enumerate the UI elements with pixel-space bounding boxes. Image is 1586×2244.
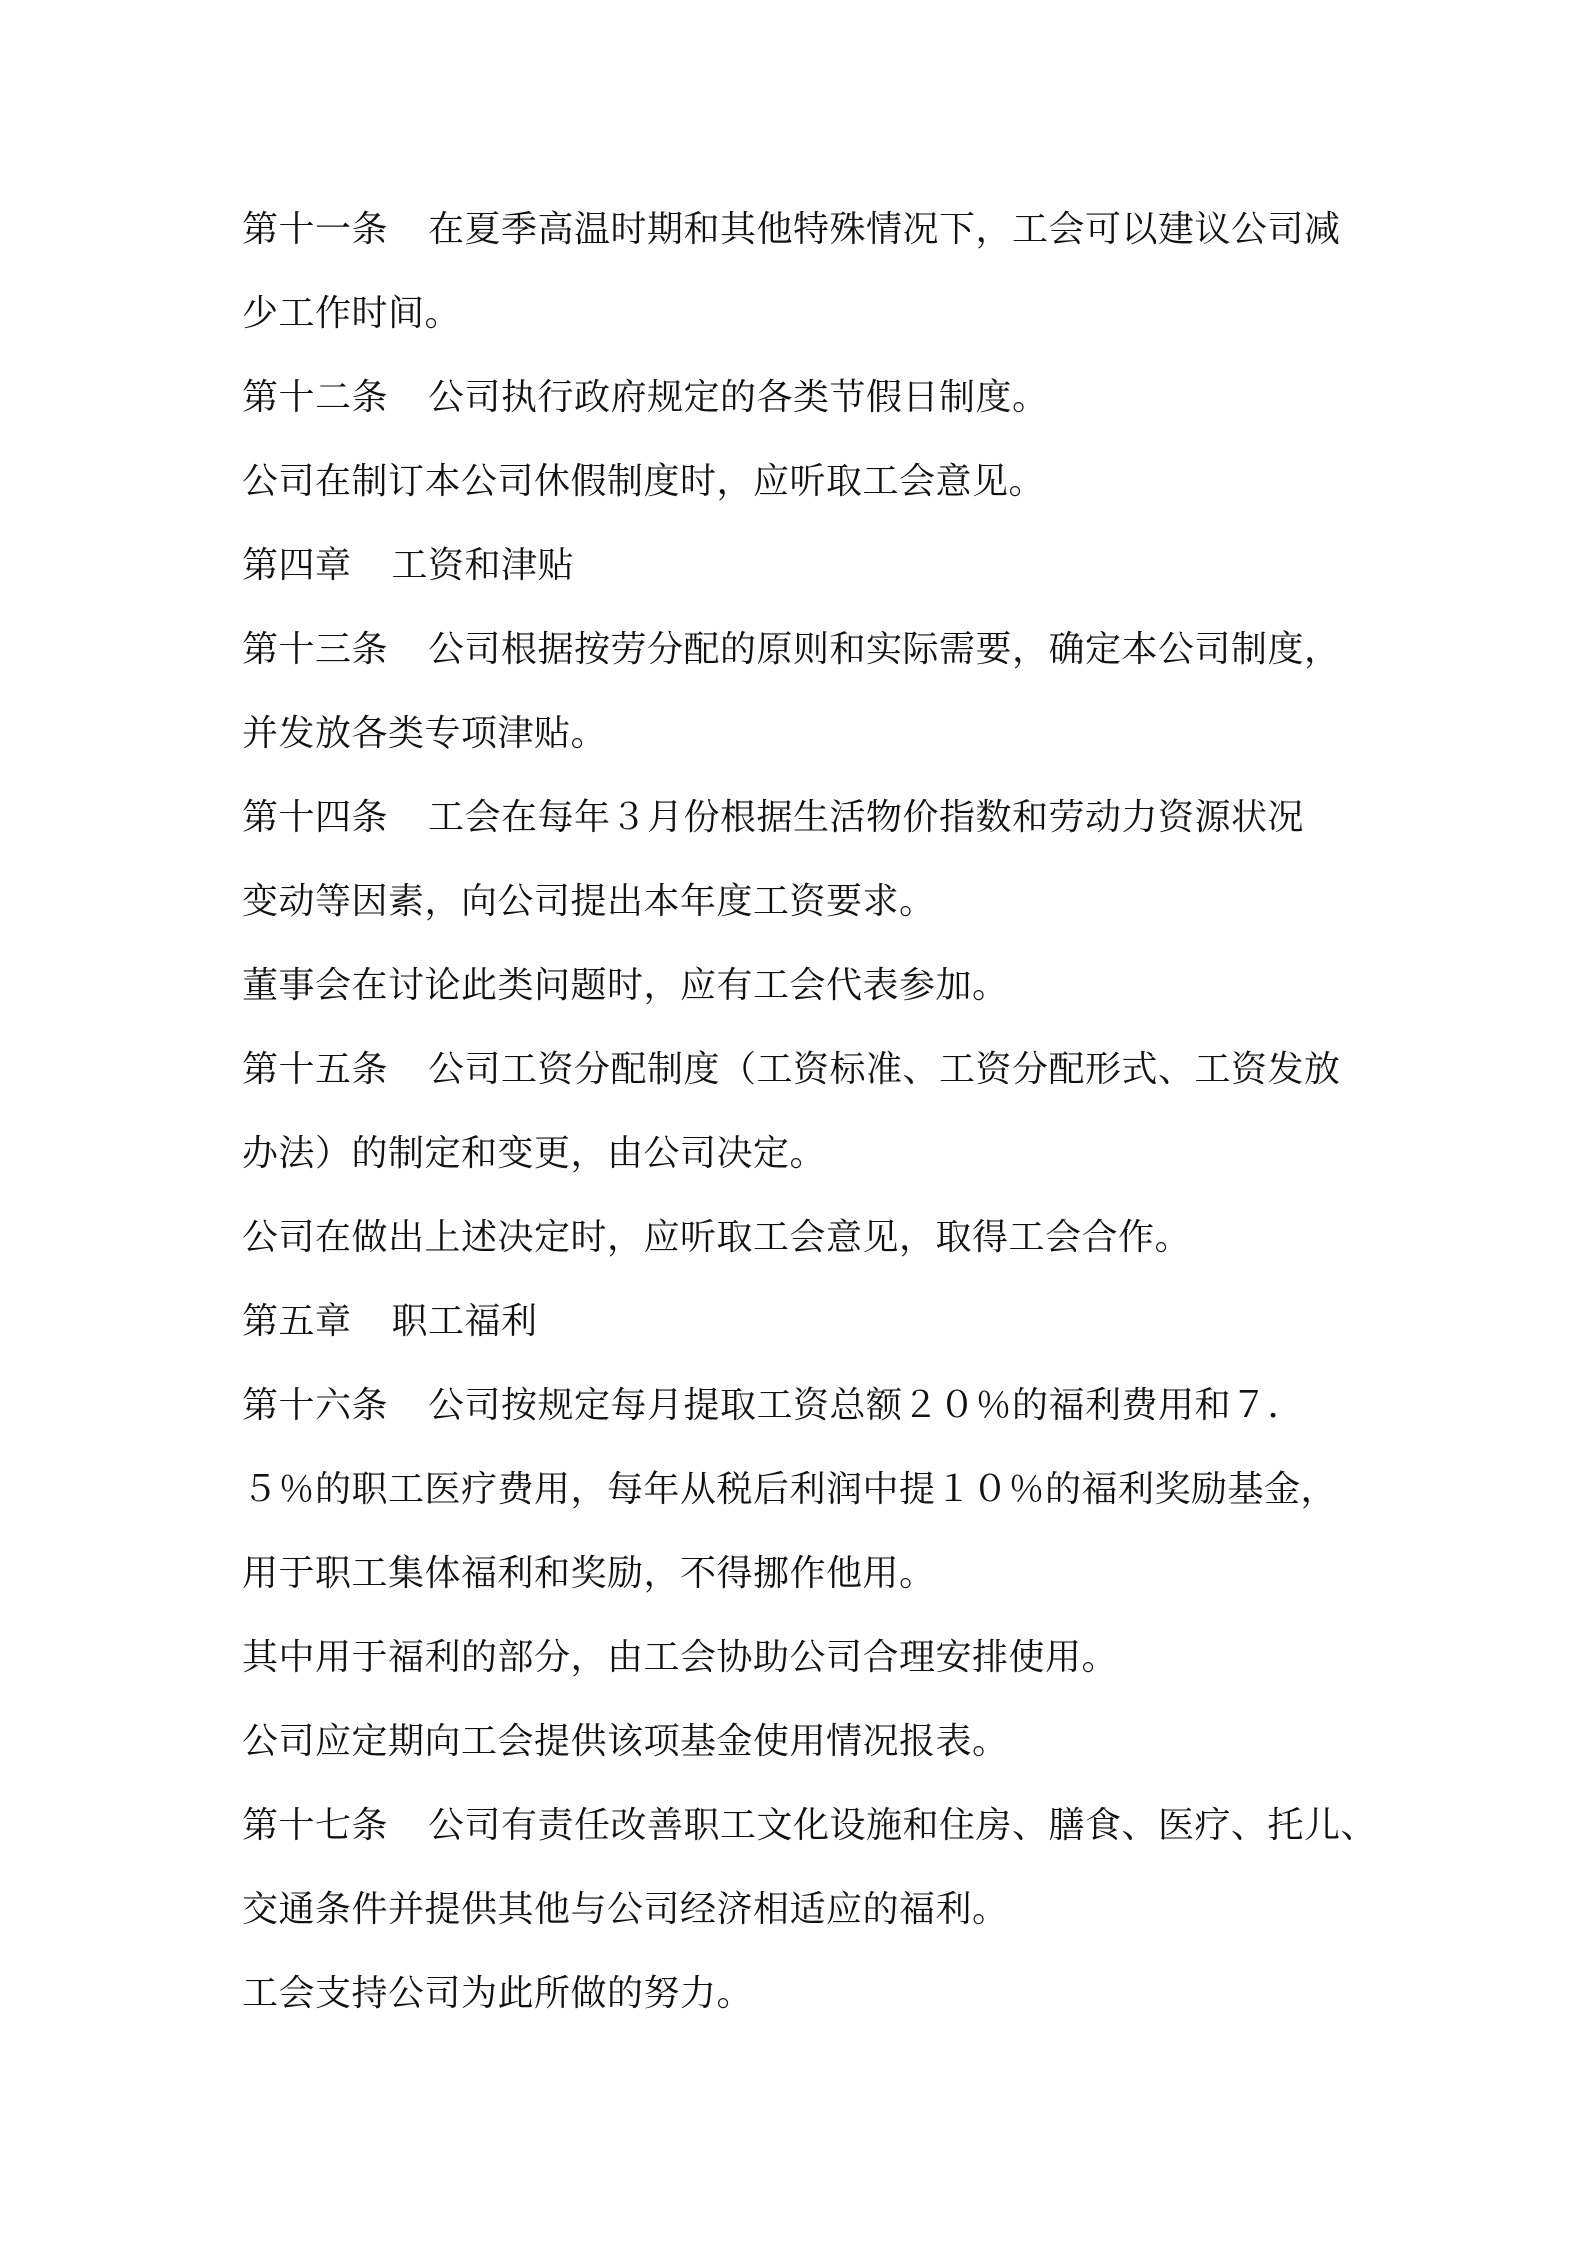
article-15-line-1 (242, 1040, 1372, 1100)
article-text: 公司应定期向工会提供该项基金使用情况报表。 (242, 1721, 1009, 1762)
article-11-line-2 (242, 284, 1372, 344)
article-16-paragraph-2 (242, 1628, 1372, 1688)
article-label: 第十一条 (242, 209, 389, 250)
article-text: 在夏季高温时期和其他特殊情况下，工会可以建议公司减 (428, 209, 1341, 250)
chapter-5-heading (242, 1292, 1372, 1352)
article-12-paragraph (242, 452, 1372, 512)
article-13-line-1 (242, 620, 1372, 680)
article-text: ５％的职工医疗费用，每年从税后利润中提１０％的福利奖励基金， (242, 1469, 1338, 1510)
article-17-paragraph (242, 1964, 1372, 2024)
article-text: 交通条件并提供其他与公司经济相适应的福利。 (242, 1889, 1009, 1930)
chapter-label: 第四章 (242, 545, 352, 586)
article-label: 第十六条 (242, 1385, 389, 1426)
article-text: 并发放各类专项津贴。 (242, 713, 608, 754)
article-text: 用于职工集体福利和奖励，不得挪作他用。 (242, 1553, 936, 1594)
article-text: 办法）的制定和变更，由公司决定。 (242, 1133, 827, 1174)
article-16-line-1 (242, 1376, 1372, 1436)
article-16-line-3 (242, 1544, 1372, 1604)
article-16-line-2 (242, 1460, 1372, 1520)
article-text: 公司执行政府规定的各类节假日制度。 (428, 377, 1049, 418)
article-label: 第十四条 (242, 797, 389, 838)
article-text: 工会在每年３月份根据生活物价指数和劳动力资源状况 (428, 797, 1305, 838)
article-text: 公司工资分配制度（工资标准、工资分配形式、工资发放 (428, 1049, 1341, 1090)
article-text: 公司根据按劳分配的原则和实际需要，确定本公司制度， (428, 629, 1341, 670)
article-text: 公司在做出上述决定时，应听取工会意见，取得工会合作。 (242, 1217, 1192, 1258)
article-label: 第十七条 (242, 1805, 389, 1846)
chapter-title: 职工福利 (391, 1301, 538, 1342)
article-15-paragraph (242, 1208, 1372, 1268)
article-14-line-2 (242, 872, 1372, 932)
article-14-line-1 (242, 788, 1372, 848)
article-label: 第十二条 (242, 377, 389, 418)
article-text: 变动等因素，向公司提出本年度工资要求。 (242, 881, 936, 922)
article-text: 公司在制订本公司休假制度时，应听取工会意见。 (242, 461, 1046, 502)
article-text: 董事会在讨论此类问题时，应有工会代表参加。 (242, 965, 1009, 1006)
article-12-line-1 (242, 368, 1372, 428)
article-text: 工会支持公司为此所做的努力。 (242, 1973, 754, 2014)
article-17-line-2 (242, 1880, 1372, 1940)
article-text: 其中用于福利的部分，由工会协助公司合理安排使用。 (242, 1637, 1119, 1678)
article-11-line-1 (242, 200, 1372, 260)
chapter-label: 第五章 (242, 1301, 352, 1342)
article-14-paragraph (242, 956, 1372, 1016)
article-16-paragraph-3 (242, 1712, 1372, 1772)
article-label: 第十五条 (242, 1049, 389, 1090)
article-label: 第十三条 (242, 629, 389, 670)
article-15-line-2 (242, 1124, 1372, 1184)
chapter-4-heading (242, 536, 1372, 596)
article-13-line-2 (242, 704, 1372, 764)
article-text: 公司有责任改善职工文化设施和住房、膳食、医疗、托儿、 (428, 1805, 1378, 1846)
article-text: 少工作时间。 (242, 293, 462, 334)
chapter-title: 工资和津贴 (391, 545, 575, 586)
article-17-line-1 (242, 1796, 1378, 1856)
article-text: 公司按规定每月提取工资总额２０％的福利费用和７． (428, 1385, 1305, 1426)
